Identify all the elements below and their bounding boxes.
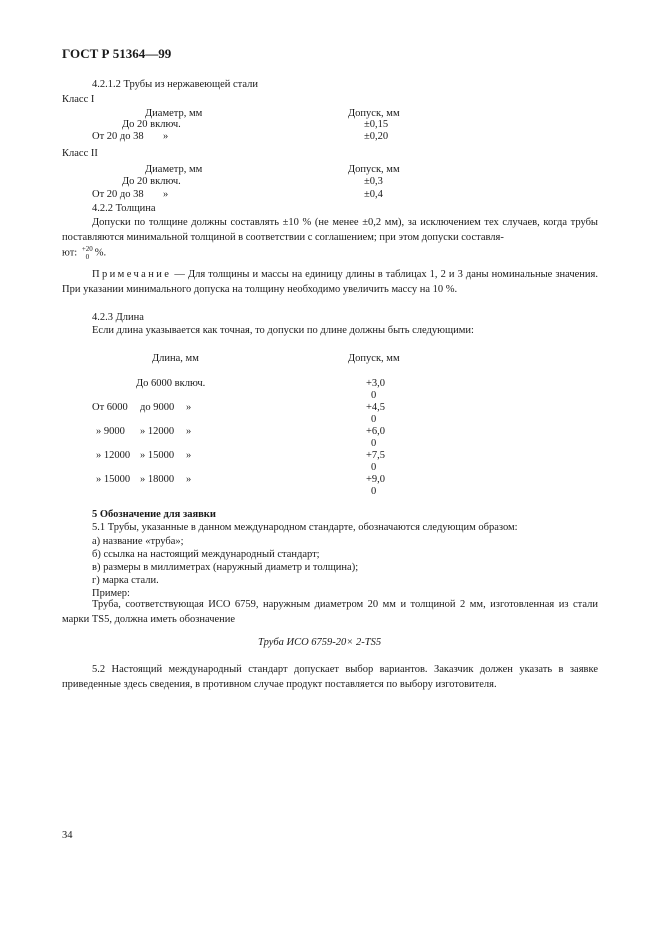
list-item: г) марка стали. [92,575,159,586]
length-col-header: Длина, мм [152,353,199,364]
length-row-b: » 18000 [140,474,175,485]
fraction-lower: 0 [85,253,90,261]
note-label: Примечание [92,269,172,280]
section-422-heading: 4.2.2 Толщина [92,203,156,214]
section-51-paragraph: 5.1 Трубы, указанные в данном международном стандарте, обозначаются следующим образом: [92,522,518,533]
class-1-label: Класс I [62,94,95,105]
note-text: — Для толщины и массы на единицу длины в таблицах 1, 2 и 3 даны номинальные значения. При указании минимального допуска на толщину необходимо увеличить массу на 10 %. [62,269,598,295]
length-row-tol-lower: 0 [371,414,377,425]
example-text: Труба, соответствующая ИСО 6759, наружным диаметром 20 мм и толщиной 2 мм, изготовленная из стали марки TS5, должна иметь обозначение [62,599,598,625]
section-4212-heading: 4.2.1.2 Трубы из нержавеющей стали [92,79,258,90]
percent-sign: %. [94,247,107,259]
length-row-a: » 12000 [96,450,131,461]
section-52-paragraph: 5.2 Настоящий международный стандарт допускает выбор вариантов. Заказчик должен указать в заявке приведенные здесь сведения, в противном случае продукт поставляется по выбору изготовителя. [62,664,598,690]
thickness-paragraph [62,215,598,245]
length-row-a: » 9000 [96,426,125,437]
ditto-mark: » [186,474,192,485]
class-2-col-diameter: Диаметр, мм [145,164,203,175]
length-row-a: » 15000 [96,474,131,485]
section-5-heading: 5 Обозначение для заявки [92,509,216,520]
length-row-tol: +7,5 [366,450,386,461]
class-1-row-diameter: От 20 до 38 [92,131,144,142]
length-row-tol-lower: 0 [371,486,377,497]
length-row-tol: +4,5 [366,402,386,413]
length-row-tol-lower: 0 [371,390,377,401]
tolerance-fraction [82,245,93,261]
length-row-b: » 12000 [140,426,175,437]
class-1-col-tolerance: Допуск, мм [348,108,400,119]
tolerance-col-header: Допуск, мм [348,353,400,364]
page-number: 34 [62,830,73,841]
length-row-tol-lower: 0 [371,462,377,473]
ditto-mark: » [186,426,192,437]
length-row-b: » 15000 [140,450,175,461]
designation-example: Труба ИСО 6759-20× 2-TS5 [258,637,382,648]
class-2-col-tolerance: Допуск, мм [348,164,400,175]
class-1-col-diameter: Диаметр, мм [145,108,203,119]
document-title: ГОСТ Р 51364—99 [62,46,172,61]
length-row-tol: +9,0 [366,474,386,485]
class-2-row-diameter: До 20 включ. [122,176,181,187]
length-intro: Если длина указывается как точная, то допуски по длине должны быть следующими: [92,325,474,336]
class-2-row-tolerance: ±0,3 [364,176,383,187]
thickness-text-end: ют: [62,247,78,259]
ditto-mark: » [186,402,192,413]
thickness-note [62,267,598,297]
thickness-text: Допуски по толщине должны составлять ±10 % (не менее ±0,2 мм), за исключением тех случаев, когда трубы поставляются минимальной толщиной в соответствии с соглашением; при этом допуски составля- [62,217,598,243]
example-label: Пример: [92,588,130,599]
list-item: в) размеры в миллиметрах (наружный диаметр и толщина); [92,562,359,573]
ditto-mark: » [186,450,192,461]
list-item: б) ссылка на настоящий международный стандарт; [92,549,320,560]
class-2-label: Класс II [62,148,98,159]
section-423-heading: 4.2.3 Длина [92,312,144,323]
class-1-row-diameter: До 20 включ. [122,119,181,130]
class-1-row-tolerance: ±0,20 [364,131,389,142]
length-row-a: До 6000 включ. [136,378,206,389]
ditto-mark: » [163,189,169,200]
length-row-tol: +6,0 [366,426,386,437]
list-item: а) название «труба»; [92,536,184,547]
length-row-a: От 6000 [92,402,128,413]
class-2-row-tolerance: ±0,4 [364,189,383,200]
ditto-mark: » [163,131,169,142]
length-row-tol-lower: 0 [371,438,377,449]
class-2-row-diameter: От 20 до 38 [92,189,144,200]
class-1-row-tolerance: ±0,15 [364,119,389,130]
thickness-tolerance-line [62,245,106,261]
length-row-tol: +3,0 [366,378,386,389]
length-row-b: до 9000 [140,402,175,413]
fraction-upper: +20 [81,245,93,253]
